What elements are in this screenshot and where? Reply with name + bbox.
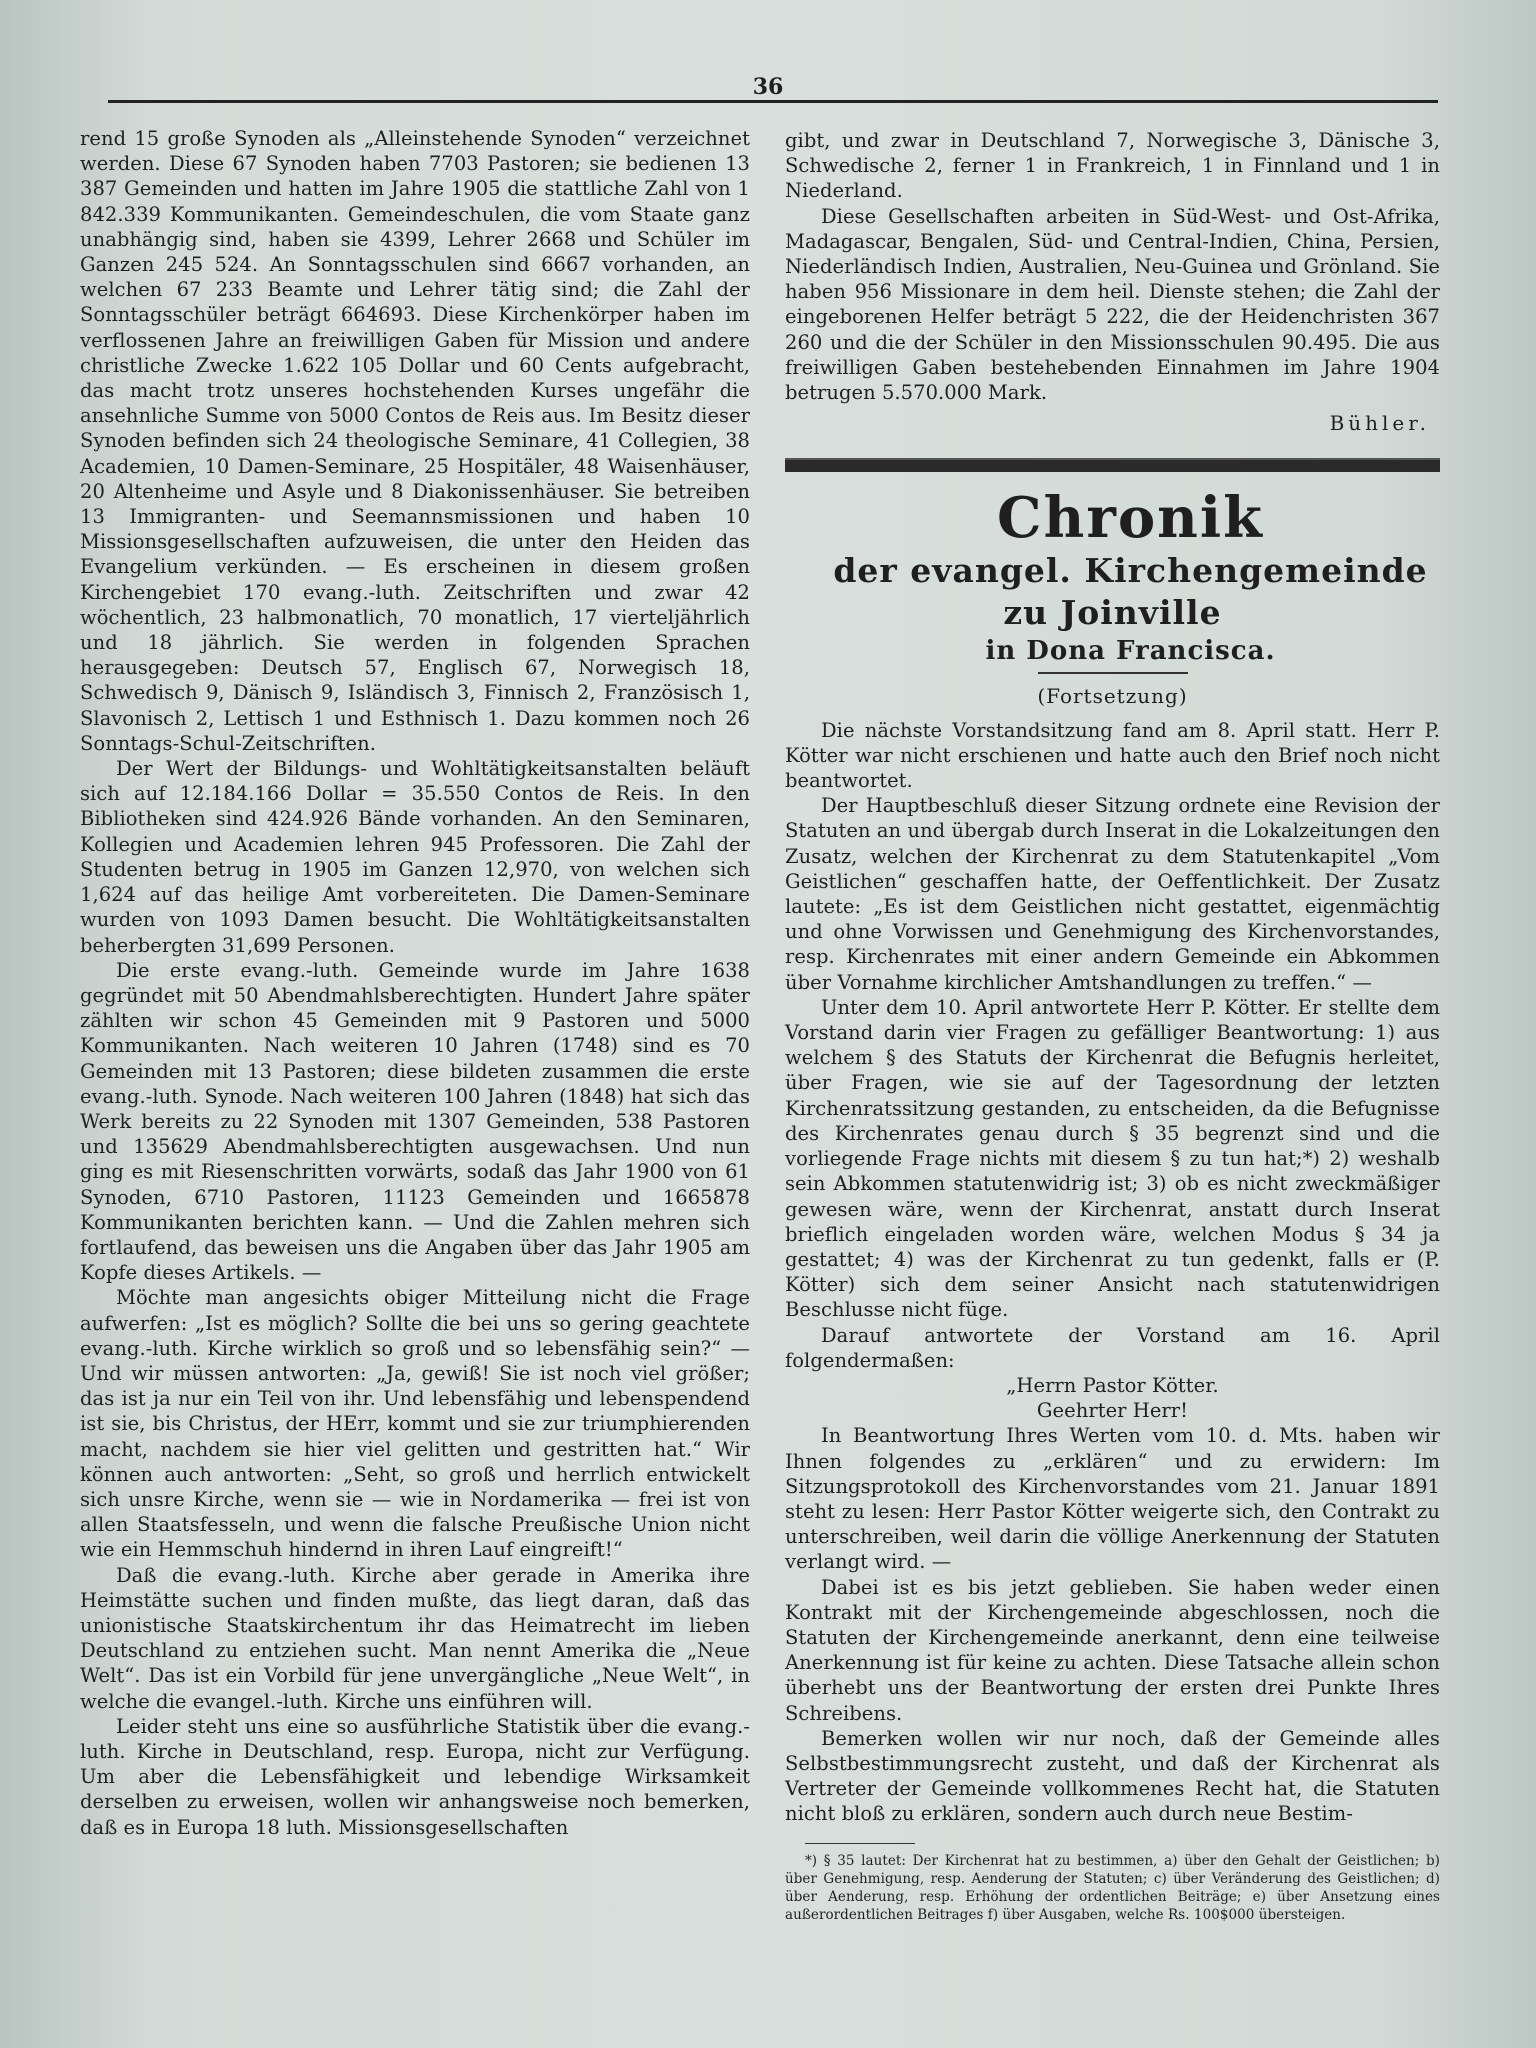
chronicle-location: in Dona Francisca. [985,636,1276,667]
page-number: 36 [752,74,784,100]
chronicle-title: Chronik [997,485,1264,552]
paragraph: Unter dem 10. April antwortete Herr P. Kötter. Er stellte dem Vorstand darin vier Fragen zu gefälliger Beantwortung: 1) aus welchem § des Statuts der Kirchenrat die Befugnis herleitet, über Fragen, wie sie auf der Tagesordnung der letzten Kirchenratssitzung gestanden, zu entscheiden, da die Befugnisse des Kirchenrates genau durch § 35 begrenzt sind und die vorliegende Frage nichts mit diesem § zu tun hat;*) 2) weshalb sein Abkommen statutenwidrig ist; 3) ob es nicht zweckmäßiger gewesen wäre, wenn der Kirchenrat, anstatt durch Inserat brieflich eingeladen worden wäre, welchen Modus § 34 ja gestattet; 4) was der Kirchenrat zu tun gedenkt, falls er (P. Kötter) sich dem seiner Ansicht nach statutenwidrigen Beschlusse nicht füge. [785,995,1440,1322]
paragraph: Der Wert der Bildungs- und Wohltätigkeitsanstalten beläuft sich auf 12.184.166 Dollar = 35.550 Contos de Reis. In den Bibliotheken sind 424.926 Bände vorhanden. An den Seminaren, Kollegien und Academien lehren 945 Professoren. Die Zahl der Studenten betrug in 1905 im Ganzen 12,970, von welchen sich 1,624 auf das heilige Amt vorbereiteten. Die Damen-Seminare wurden von 1093 Damen besucht. Die Wohltätigkeitsanstalten beherbergten 31,699 Personen. [80,757,750,957]
letter-greeting: Geehrter Herr! [1036,1399,1189,1423]
footnote-rule [805,1843,915,1845]
paragraph: Darauf antwortete der Vorstand am 16. April folgendermaßen: [785,1323,1440,1372]
paragraph: Die nächste Vorstandsitzung fand am 8. April statt. Herr P. Kötter war nicht erschienen und hatte auch den Brief noch nicht beantwortet. [785,718,1440,793]
letter-salutation: „Herrn Pastor Kötter. [1006,1373,1219,1397]
paragraph: Bemerken wollen wir nur noch, daß der Gemeinde alles Selbstbestimmungsrecht zusteht, und daß der Kirchenrat als Vertreter der Gemeinde vollkommenes Recht hat, die Statuten nicht bloß zu erklären, sondern auch durch neue Bestim- [785,1726,1440,1826]
paragraph: Möchte man angesichts obiger Mitteilung nicht die Frage aufwerfen: „Ist es möglich? Sollte die bei uns so gering geachtete evang.-luth. Kirche wirklich so groß und so lebensfähig sein?“ — Und wir müssen antworten: „Ja, gewiß! Sie ist noch viel größer; das ist ja nur ein Teil von ihr. Und lebensfähig und lebenspendend ist sie, bis Christus, der HErr, kommt und sie zur triumphierenden macht, nachdem sie hier viel gelitten und gestritten hat.“ Wir können auch antworten: „Seht, so groß und herrlich entwickelt sich unsre Kirche, wenn sie — wie in Nordamerika — frei ist von allen Staatsfesseln, und wenn die falsche Preußische Union nicht wie ein Hemmschuh hindernd in ihren Lauf eingreift!“ [80,1286,750,1562]
continuation-note: (Fortsetzung) [1037,684,1188,709]
paragraph: Daß die evang.-luth. Kirche aber gerade in Amerika ihre Heimstätte suchen und finden mußte, das liegt daran, daß das unionistische Staatskirchentum ihr das Heimatrecht im lieben Deutschland zu entziehen sucht. Man nennt Amerika die „Neue Welt“. Das ist ein Vorbild für jene unvergängliche „Neue Welt“, in welche die evangel.-luth. Kirche uns einführen will. [80,1563,750,1713]
paragraph: Leider steht uns eine so ausführliche Statistik über die evang.-luth. Kirche in Deutschland, resp. Europa, nicht zur Verfügung. Um aber die Lebensfähigkeit und lebendige Wirksamkeit derselben zu erweisen, wollen wir anhangsweise noch bemerken, daß es in Europa 18 luth. Missionsgesellschaften [80,1714,750,1839]
paragraph: Der Hauptbeschluß dieser Sitzung ordnete eine Revision der Statuten an und übergab durch Inserat in die Lokalzeitungen den Zusatz, welchen der Kirchenrat zu dem Statutenkapitel „Vom Geistlichen“ geschaffen hatte, der Oeffentlichkeit. Der Zusatz lautete: „Es ist dem Geistlichen nicht gestattet, eigenmächtig und ohne Vorwissen und Genehmigung des Kirchenvorstandes, resp. Kirchenrates mit einer andern Gemeinde ein Abkommen über Vornahme kirchlicher Amtshandlungen zu treffen.“ — [785,794,1440,994]
right-column [785,128,1440,1924]
paragraph: Diese Gesellschaften arbeiten in Süd-West- und Ost-Afrika, Madagascar, Bengalen, Süd- und Central-Indien, China, Persien, Niederländisch Indien, Australien, Neu-Guinea und Grönland. Sie haben 956 Missionare in dem heil. Dienste stehen; die Zahl der eingeborenen Helfer beträgt 5 222, die der Heidenchristen 367 260 und die der Schüler in den Missionsschulen 90.495. Die aus freiwilligen Gaben bestehebenden Einnahmen im Jahre 1904 betrugen 5.570.000 Mark. [785,204,1440,405]
paragraph: Dabei ist es bis jetzt geblieben. Sie haben weder einen Kontrakt mit der Kirchengemeinde abgeschlossen, noch die Statuten der Kirchengemeinde anerkannt, denn eine teilweise Anerkennung ist für keine zu achten. Diese Tatsache allein schon überhebt uns der Beantwortung der ersten drei Punkte Ihres Schreibens. [785,1575,1440,1725]
title-rule [1038,672,1188,674]
author-signature: Bühler. [1329,411,1430,436]
paragraph: In Beantwortung Ihres Werten vom 10. d. Mts. haben wir Ihnen folgendes zu „erklären“ und zu erwidern: Im Sitzungsprotokoll des Kirchenvorstandes vom 21. Januar 1891 steht zu lesen: Herr Pastor Kötter weigerte sich, den Contrakt zu unterschreiben, weil darin die völlige Anerkennung der Statuten verlangt wird. — [785,1424,1440,1574]
paragraph: gibt, und zwar in Deutschland 7, Norwegische 3, Dänische 3, Schwedische 2, ferner 1 in Frankreich, 1 in Finnland und 1 in Niederland. [785,129,1440,203]
paragraph: rend 15 große Synoden als „Alleinstehende Synoden“ verzeichnet werden. Diese 67 Synoden haben 7703 Pastoren; sie bedienen 13 387 Gemeinden und hatten im Jahre 1905 die stattliche Zahl von 1 842.339 Kommunikanten. Gemeindeschulen, die vom Staate ganz unabhängig sind, haben sie 4399, Lehrer 2668 und Schüler im Ganzen 245 524. An Sonntagsschulen sind 6667 vorhanden, an welchen 67 233 Beamte und Lehrer tätig sind; die Zahl der Sonntagsschüler beträgt 664693. Diese Kirchenkörper haben im verflossenen Jahre an freiwilligen Gaben für Mission und andere christliche Zwecke 1.622 105 Dollar und 60 Cents aufgebracht, das macht trotz unseres hochstehenden Kurses ungefähr die ansehnliche Summe von 5000 Contos de Reis aus. Im Besitz dieser Synoden befinden sich 24 theologische Seminare, 41 Collegien, 38 Academien, 10 Damen-Seminare, 25 Hospitäler, 48 Waisenhäuser, 20 Altenheime und Asyle und 8 Diakonissenhäuser. Sie betreiben 13 Immigranten- und Seemannsmissionen und haben 10 Missionsgesellschaften aufzuweisen, die unter den Heiden das Evangelium verkünden. — Es erscheinen in diesem großen Kirchengebiet 170 evang.-luth. Zeitschriften und zwar 42 wöchentlich, 23 halbmonatlich, 70 monatlich, 17 vierteljährlich und 18 jährlich. Sie werden in folgenden Sprachen herausgegeben: Deutsch 57, Englisch 67, Norwegisch 18, Schwedisch 9, Dänisch 9, Isländisch 3, Finnisch 2, Französisch 1, Slavonisch 2, Lettisch 1 und Esthnisch 1. Dazu kommen noch 26 Sonntags-Schul-Zeitschriften. [80,127,750,755]
header-rule [108,100,1438,103]
footnote: *) § 35 lautet: Der Kirchenrat hat zu bestimmen, a) über den Gehalt der Geistlichen; b) über Genehmigung, resp. Aenderung der Statuten; c) über Veränderung des Geistlichen; d) über Aenderung, resp. Erhöhung der ordentlichen Beiträge; e) über Ansetzung eines außerordentlichen Beitrages f) über Ausgaben, welche Rs. 100$000 übersteigen. [785,1853,1440,1924]
left-column [80,126,750,1840]
paragraph: Die erste evang.-luth. Gemeinde wurde im Jahre 1638 gegründet mit 50 Abendmahlsberechtigten. Hundert Jahre später zählten wir schon 45 Gemeinden mit 9 Pastoren und 5000 Kommunikanten. Nach weiteren 10 Jahren (1748) sind es 70 Gemeinden mit 13 Pastoren; diese bildeten zusammen die erste evang.-luth. Synode. Nach weiteren 100 Jahren (1848) hat sich das Werk bereits zu 22 Synoden mit 1307 Gemeinden, 538 Pastoren und 135629 Abendmahlsberechtigten ausgewachsen. Und nun ging es mit Riesenschritten vorwärts, sodaß das Jahr 1900 von 61 Synoden, 6710 Pastoren, 11123 Gemeinden und 1665878 Kommunikanten berichten kann. — Und die Zahlen mehren sich fortlaufend, das beweisen uns die Angaben über das Jahr 1905 am Kopfe dieses Artikels. — [80,958,750,1285]
chronicle-subtitle: der evangel. Kirchengemeinde zu Joinville [833,551,1428,633]
section-divider [785,458,1440,472]
